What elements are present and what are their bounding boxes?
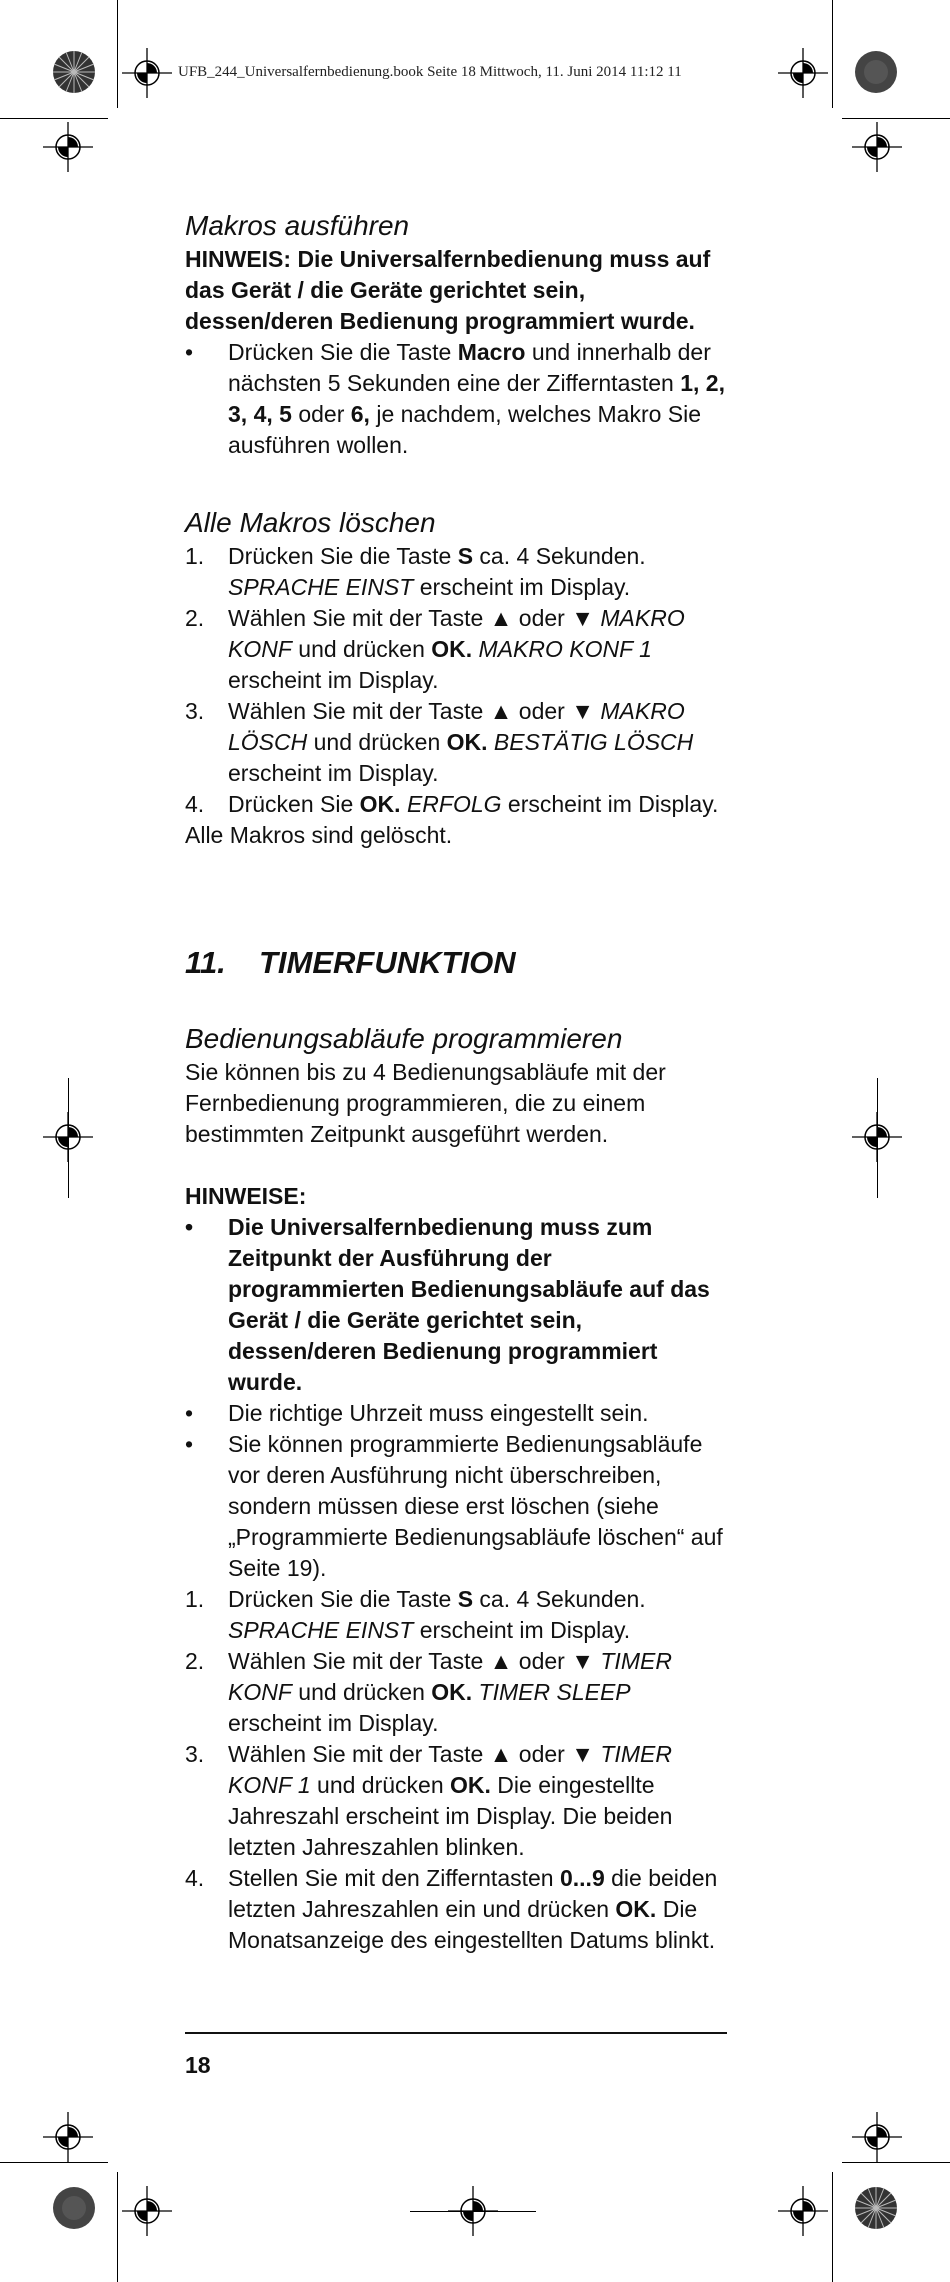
registration-target-icon [122, 48, 172, 98]
chapter-title: TIMERFUNKTION [259, 945, 516, 980]
registration-line [410, 2211, 536, 2212]
chapter-heading [185, 943, 730, 983]
section-heading-bedienungsablaeufe: Bedienungsabläufe programmieren [185, 1023, 623, 1054]
registration-target-icon [43, 2112, 93, 2162]
bullet-text: Drücken Sie die Taste Macro und innerhalb der nächsten 5 Sekunden eine der Zifferntasten 1, 2, 3, 4, 5 oder 6, je nachdem, welches Makro Sie ausführen wollen. [228, 339, 725, 458]
registration-target-icon [852, 122, 902, 172]
chapter-number: 11. [185, 945, 226, 980]
crop-mark-bottom-right-vertical [832, 2172, 833, 2282]
section-heading-alle-makros-loeschen: Alle Makros löschen [185, 507, 436, 538]
page-header: UFB_244_Universalfernbedienung.book Seite 18 Mittwoch, 11. Juni 2014 11:12 11 [178, 64, 682, 80]
step-number: 3. [185, 1741, 205, 1767]
step-text: Drücken Sie OK. ERFOLG erscheint im Display. [228, 791, 719, 817]
intro-text: Sie können bis zu 4 Bedienungsabläufe mit der Fernbedienung programmieren, die zu einem bestimmten Zeitpunkt ausgeführt werden. [185, 1059, 666, 1147]
step-number: 3. [185, 698, 205, 724]
list-item [185, 603, 730, 696]
page-number: 18 [185, 2052, 211, 2078]
step-text: Drücken Sie die Taste S ca. 4 Sekunden. SPRACHE EINST erscheint im Display. [228, 1586, 646, 1643]
step-text: Stellen Sie mit den Zifferntasten 0...9 die beiden letzten Jahreszahlen ein und drücken OK. Die Monatsanzeige des eingestellten Datums blinkt. [228, 1865, 718, 1953]
crop-mark-bottom-right-horizontal [842, 2162, 950, 2163]
bullet-marker: • [185, 339, 194, 365]
footer-divider [185, 2032, 727, 2034]
list-item [185, 1863, 730, 1956]
bullet-text: Die richtige Uhrzeit muss eingestellt sein. [228, 1400, 649, 1426]
step-text: Wählen Sie mit der Taste ▲ oder ▼ TIMER KONF und drücken OK. TIMER SLEEP erscheint im Display. [228, 1648, 672, 1736]
notice-text: HINWEIS: Die Universalfernbedienung muss auf das Gerät / die Geräte gerichtet sein, dessen/deren Bedienung programmiert wurde. [185, 246, 711, 334]
step-number: 1. [185, 543, 205, 569]
registration-line [877, 1078, 878, 1198]
crop-mark-bottom-left-vertical [117, 2172, 118, 2282]
list-item [185, 696, 730, 789]
starburst-mark-icon [854, 50, 898, 94]
step-number: 2. [185, 605, 205, 631]
step-text: Wählen Sie mit der Taste ▲ oder ▼ MAKRO KONF und drücken OK. MAKRO KONF 1 erscheint im Display. [228, 605, 685, 693]
step-text: Wählen Sie mit der Taste ▲ oder ▼ MAKRO LÖSCH und drücken OK. BESTÄTIG LÖSCH erscheint im Display. [228, 698, 694, 786]
list-item [185, 1584, 730, 1646]
step-number: 1. [185, 1586, 205, 1612]
registration-target-icon [122, 2186, 172, 2236]
starburst-mark-icon [854, 2186, 898, 2230]
crop-mark-top-left-vertical [117, 0, 118, 108]
registration-target-icon [778, 2186, 828, 2236]
starburst-mark-icon [52, 50, 96, 94]
registration-target-icon [852, 2112, 902, 2162]
list-item [185, 541, 730, 603]
list-item [185, 1739, 730, 1863]
list-item [185, 1212, 730, 1398]
bullet-text: Die Universalfernbedienung muss zum Zeitpunkt der Ausführung der programmierten Bedienungsabläufe auf das Gerät / die Geräte gerichtet sein, dessen/deren Bedienung programmiert wurde. [228, 1214, 710, 1395]
bullet-marker: • [185, 1214, 194, 1240]
step-text: Wählen Sie mit der Taste ▲ oder ▼ TIMER KONF 1 und drücken OK. Die eingestellte Jahreszahl erscheint im Display. Die beiden letzten Jahreszahlen blinken. [228, 1741, 673, 1860]
crop-mark-top-left-horizontal [0, 118, 108, 119]
registration-line [68, 1078, 69, 1198]
registration-target-icon [43, 122, 93, 172]
bullet-marker: • [185, 1400, 194, 1426]
bullet-text: Sie können programmierte Bedienungsabläufe vor deren Ausführung nicht überschreiben, sondern müssen diese erst löschen (siehe „Programmierte Bedienungsabläufe löschen“ auf Seite 19). [228, 1431, 723, 1581]
crop-mark-top-right-horizontal [842, 118, 950, 119]
page-content [185, 208, 730, 1956]
hinweise-label: HINWEISE: [185, 1183, 307, 1209]
list-item [185, 1398, 730, 1429]
bullet-marker: • [185, 1431, 194, 1457]
step-text: Drücken Sie die Taste S ca. 4 Sekunden. SPRACHE EINST erscheint im Display. [228, 543, 646, 600]
registration-target-icon [778, 48, 828, 98]
list-item [185, 789, 730, 820]
step-number: 4. [185, 791, 205, 817]
closing-text: Alle Makros sind gelöscht. [185, 822, 453, 848]
step-number: 4. [185, 1865, 205, 1891]
section-heading-makros-ausfuehren: Makros ausführen [185, 210, 410, 241]
crop-mark-top-right-vertical [832, 0, 833, 108]
crop-mark-bottom-left-horizontal [0, 2162, 108, 2163]
list-item [185, 337, 730, 461]
list-item [185, 1429, 730, 1584]
list-item [185, 1646, 730, 1739]
starburst-mark-icon [52, 2186, 96, 2230]
step-number: 2. [185, 1648, 205, 1674]
